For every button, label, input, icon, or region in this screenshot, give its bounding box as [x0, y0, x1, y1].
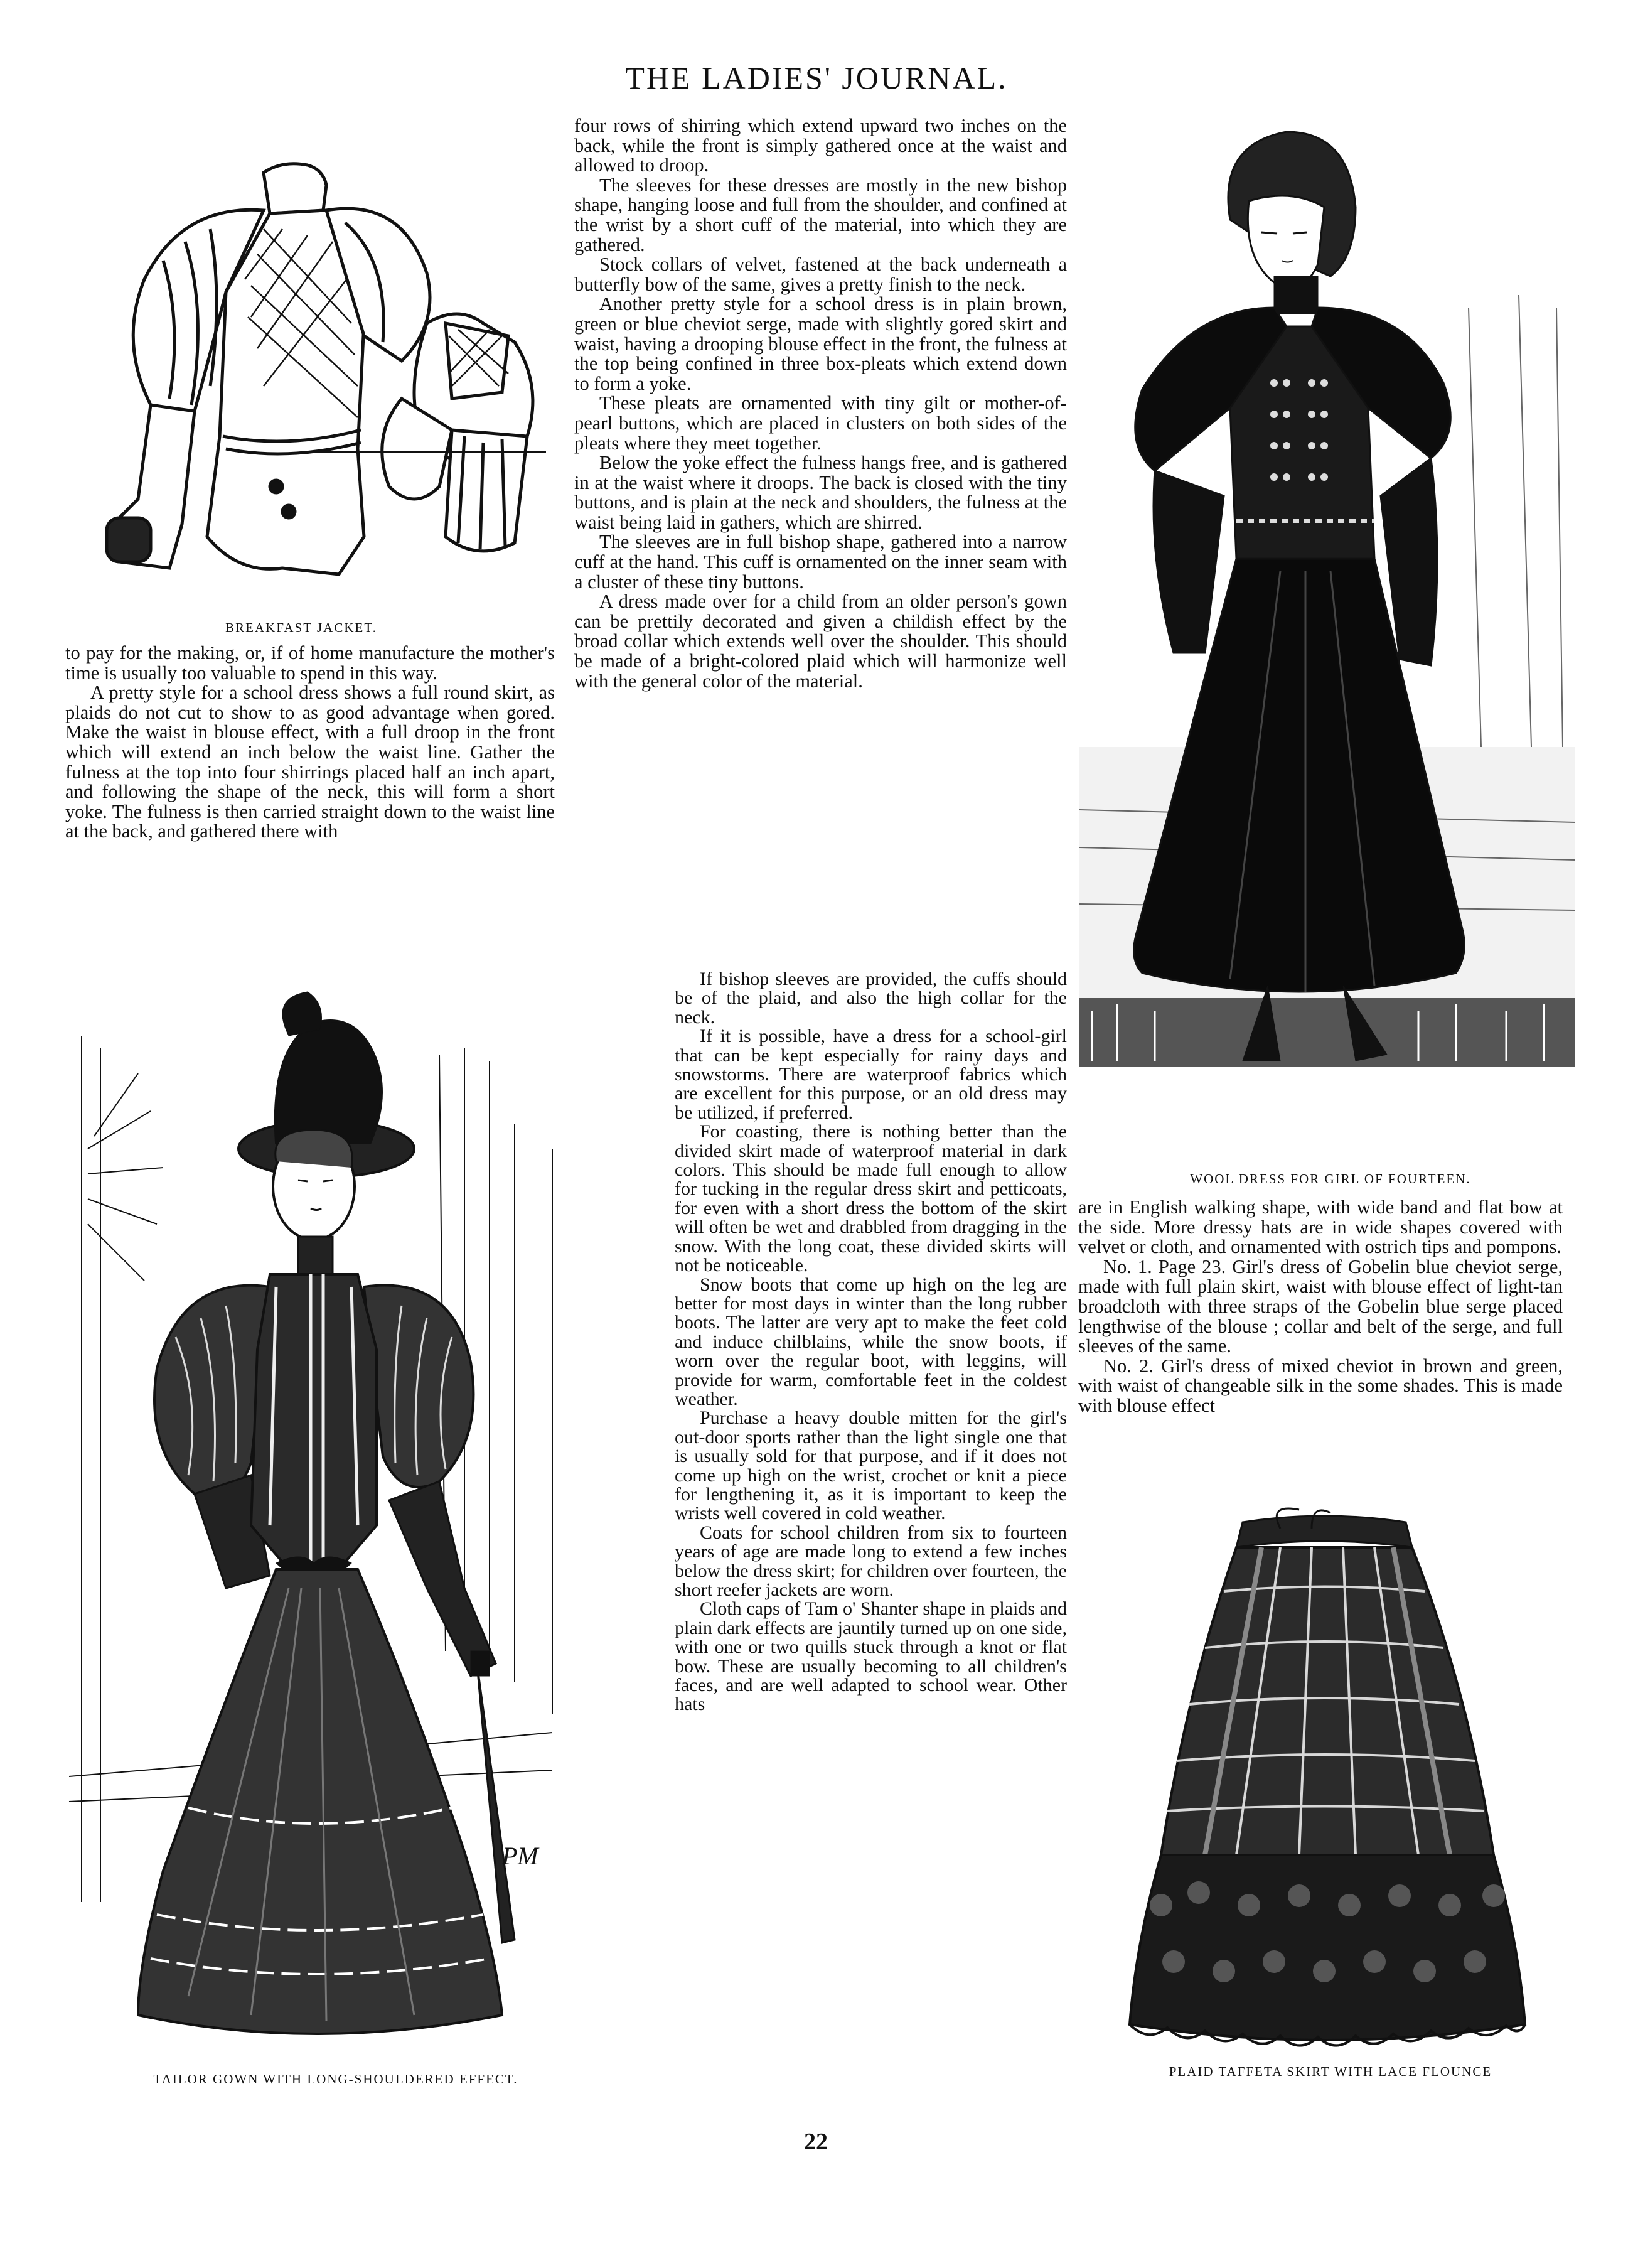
paragraph: Cloth caps of Tam o' Shanter shape in plaids and plain dark effects are jauntily turned up on one side, with one or two quills stuck through a knot or flat bow. These are usually becoming to all children's faces, and are well adapted to school wear. Other hats — [675, 1598, 1067, 1715]
breakfast-jacket-illustration — [75, 135, 552, 612]
wool-dress-illustration — [1079, 119, 1575, 1161]
paragraph: Coats for school children from six to fourteen years of age are made long to extend a few inches below the dress skirt; for children over fourteen, the short reefer jackets are worn. — [675, 1522, 1067, 1600]
middle-column-text — [574, 116, 1067, 691]
plaid-skirt-caption: PLAID TAFFETA SKIRT WITH LACE FLOUNCE — [1169, 2064, 1492, 2079]
wool-dress-caption: WOOL DRESS FOR GIRL OF FOURTEEN. — [1190, 1171, 1471, 1186]
plaid-skirt-illustration — [1123, 1503, 1531, 2062]
journal-title: THE LADIES' JOURNAL. — [625, 60, 1008, 95]
breakfast-jacket-caption: BREAKFAST JACKET. — [225, 620, 377, 635]
paragraph: A dress made over for a child from an older person's gown can be prettily decorated and given a childish effect by the broad collar which extends well over the shoulder. This should be made of a bright-colored plaid which will harmonize well with the general color of the material. — [574, 591, 1067, 692]
paragraph: The sleeves are in full bishop shape, gathered into a narrow cuff at the hand. This cuff is ornamented on the inner seam with a cluster of these tiny buttons. — [574, 531, 1067, 593]
paragraph: Below the yoke effect the fulness hangs free, and is gathered in at the waist where it droops. The back is closed with the tiny buttons, and is plain at the neck and shoulders, the fulness at the waist being laid in gathers, which are shirred. — [574, 452, 1067, 533]
paragraph: If it is possible, have a dress for a school-girl that can be kept especially for rainy days and snowstorms. There are waterproof fabrics which are excellent for this purpose, or an old dress may be utilized, if preferred. — [675, 1026, 1067, 1123]
paragraph: are in English walking shape, with wide band and flat bow at the side. More dressy hats are in wide shapes covered with velvet or cloth, and ornamented with ostrich tips and pompons. — [1078, 1196, 1563, 1258]
paragraph: The sleeves for these dresses are mostly in the new bishop shape, hanging loose and full from the shoulder, and confined at the wrist by a short cuff of the material, into which they are gathered. — [574, 174, 1067, 255]
paragraph: Purchase a heavy double mitten for the girl's out-door sports rather than the light single one that is usually sold for that purpose, and if it does not come up high on the wrist, crochet or knit a piece for lengthening it, as it is important to keep the wrists well covered in cold weather. — [675, 1407, 1067, 1524]
monogram-text: PM — [502, 1842, 538, 1870]
tailor-gown-caption: TAILOR GOWN WITH LONG-SHOULDERED EFFECT. — [153, 2072, 518, 2087]
middle-narrow-column-text — [675, 970, 1067, 1714]
paragraph: Snow boots that come up high on the leg are better for most days in winter than the long rubber boots. The latter are very apt to make the feet cold and induce chilblains, while the snow boots, if worn over the regular boot, with leggins, will provide for warm, comfortable feet in the coldest weather. — [675, 1274, 1067, 1409]
left-column-text — [65, 643, 555, 842]
paragraph: No. 1. Page 23. Girl's dress of Gobelin blue cheviot serge, made with full plain skirt, waist with blouse effect of light-tan broadcloth with three straps of the Gobelin blue serge placed lengthwise of the blouse ; collar and belt of the serge, and full sleeves of the same. — [1078, 1255, 1563, 1357]
right-column-text — [1078, 1198, 1563, 1416]
paragraph: Another pretty style for a school dress is in plain brown, green or blue cheviot serge, made with slightly gored skirt and waist, having a drooping blouse effect in the front, the fulness at the top being confined in three box-pleats which extend down to form a yoke. — [574, 293, 1067, 394]
paragraph: For coasting, there is nothing better than the divided skirt made of waterproof material in dark colors. This should be made full enough to allow for tucking in the regular dress skirt and petticoats, for even with a short dress the bottom of the skirt will often be wet and drabbled from dragging in the snow. With the long coat, these divided skirts will not be noticeable. — [675, 1121, 1067, 1276]
paragraph: Stock collars of velvet, fastened at the back underneath a butterfly bow of the same, gives a pretty finish to the neck. — [574, 254, 1067, 295]
page-number: 22 — [804, 2129, 828, 2155]
paragraph: If bishop sleeves are provided, the cuffs should be of the plaid, and also the high collar for the neck. — [675, 969, 1067, 1028]
paragraph: These pleats are ornamented with tiny gilt or mother-of-pearl buttons, which are placed in clusters on both sides of the pleats where they meet together. — [574, 392, 1067, 454]
tailor-gown-illustration — [63, 960, 559, 2065]
paragraph: No. 2. Girl's dress of mixed cheviot in brown and green, with waist of changeable silk in the some shades. This is made with blouse effect — [1078, 1355, 1563, 1416]
paragraph: to pay for the making, or, if of home manufacture the mother's time is usually too valuable to spend in this way. — [65, 642, 555, 684]
paragraph: A pretty style for a school dress shows a full round skirt, as plaids do not cut to show to as good advantage when gored. Make the waist in blouse effect, with a full droop in the front which will extend an inch below the waist line. Gather the fulness at the top into four shirrings placed half an inch apart, and following the shape of the neck, this will form a short yoke. The fulness is then carried straight down to the waist line at the back, and gathered there with — [65, 682, 555, 842]
paragraph: four rows of shirring which extend upward two inches on the back, while the front is simply gathered once at the waist and allowed to droop. — [574, 115, 1067, 176]
